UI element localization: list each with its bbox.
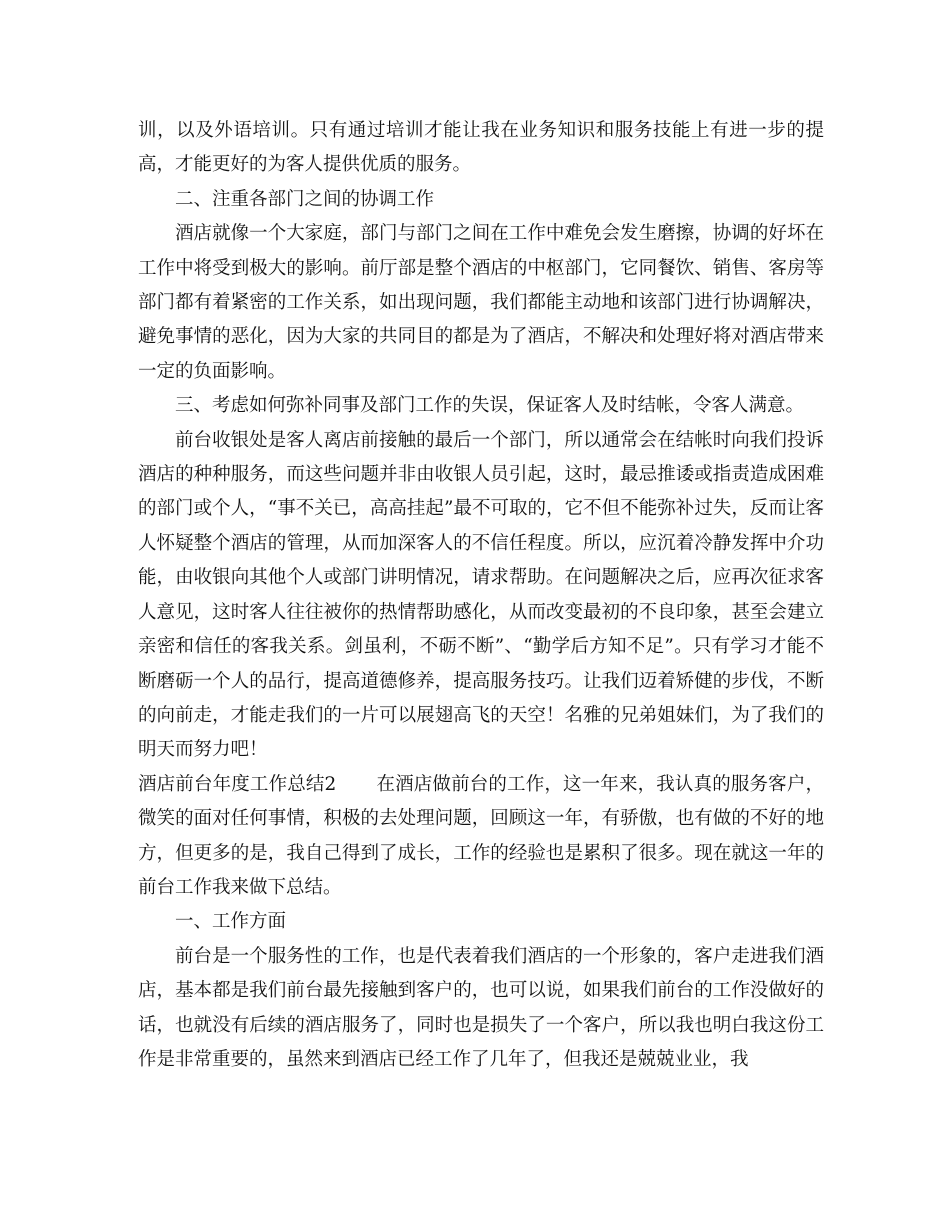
paragraph-front-desk: 前台是一个服务性的工作，也是代表着我们酒店的一个形象的，客户走进我们酒店，基本都是我们前台最先接触到客户的，也可以说，如果我们前台的工作没做好的话，也就没有后续的酒店服务了，同时也是损失了一个客户，所以我也明白我这份工作是非常重要的，虽然来到酒店已经工作了几年了，但我还是兢兢业业，我 bbox=[138, 945, 824, 1070]
heading-remedy: 三、考虑如何弥补同事及部门工作的失误，保证客人及时结帐，令客人满意。 bbox=[175, 395, 805, 417]
paragraph-training: 训，以及外语培训。只有通过培训才能让我在业务知识和服务技能上有进一步的提高，才能更好的为客人提供优质的服务。 bbox=[138, 120, 824, 176]
section-intro: 在酒店做前台的工作，这一年来，我认真的服务客户，微笑的面对任何事情，积极的去处理问题，回顾这一年，有骄傲，也有做的不好的地方，但更多的是，我自己得到了成长，工作的经验也是累积了很多。现在就这一年的前台工作我来做下总结。 bbox=[138, 773, 824, 898]
document-body bbox=[138, 114, 824, 1077]
heading-work: 一、工作方面 bbox=[175, 911, 287, 933]
paragraph-cashier: 前台收银处是客人离店前接触的最后一个部门，所以通常会在结帐时向我们投诉酒店的种种服务，而这些问题并非由收银人员引起，这时，最忌推诿或指责造成困难的部门或个人，“事不关已，高高挂起”最不可取的，它不但不能弥补过失，反而让客人怀疑整个酒店的管理，从而加深客人的不信任程度。所以，应沉着冷静发挥中介功能，由收银向其他个人或部门讲明情况，请求帮助。在问题解决之后，应再次征求客人意见，这时客人往往被你的热情帮助感化，从而改变最初的不良印象，甚至会建立亲密和信任的客我关系。剑虽利，不砺不断”、“勤学后方知不足”。只有学习才能不断磨砺一个人的品行，提高道德修养，提高服务技巧。让我们迈着矫健的步伐，不断的向前走，才能走我们的一片可以展翅高飞的天空！名雅的兄弟姐妹们，为了我们的明天而努力吧！ bbox=[138, 429, 824, 761]
section-intro-paragraph bbox=[138, 768, 824, 906]
heading-coordination: 二、注重各部门之间的协调工作 bbox=[175, 188, 435, 210]
paragraph-coordination: 酒店就像一个大家庭，部门与部门之间在工作中难免会发生磨擦，协调的好坏在工作中将受到极大的影响。前厅部是整个酒店的中枢部门，它同餐饮、销售、客房等部门都有着紧密的工作关系，如出现问题，我们都能主动地和该部门进行协调解决，避免事情的恶化，因为大家的共同目的都是为了酒店，不解决和处理好将对酒店带来一定的负面影响。 bbox=[138, 223, 824, 382]
section-title: 酒店前台年度工作总结2 bbox=[138, 773, 337, 795]
